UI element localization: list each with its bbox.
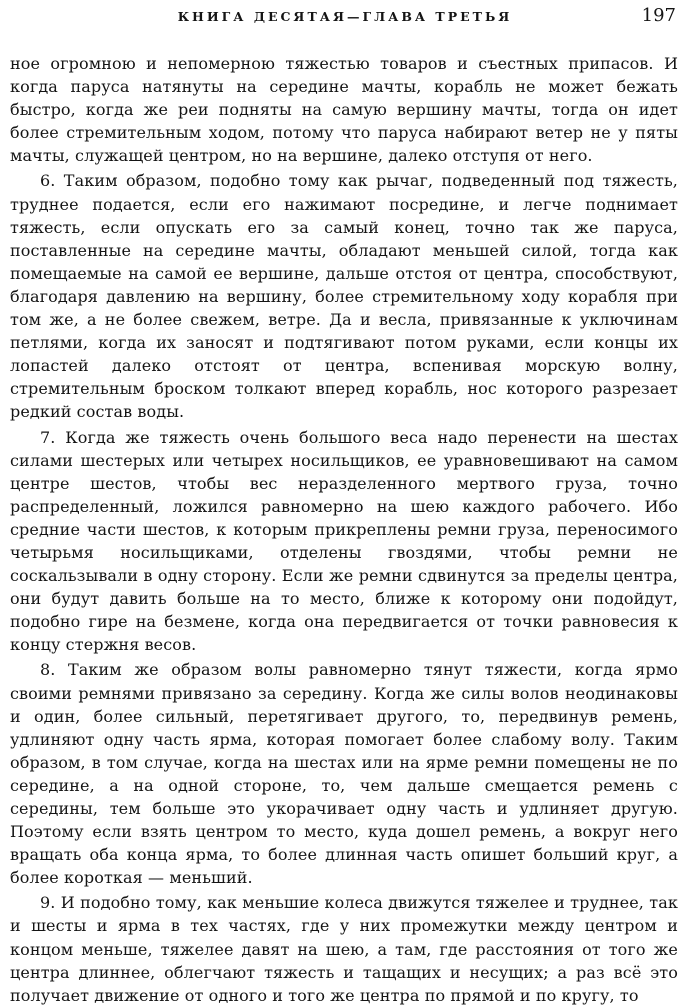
paragraph-6: 6. Таким образом, подобно тому как рычаг, подведенный под тяжесть, труднее подается, если его нажимают посредине, и легче поднимает тяжесть, если опускать его за самый конец, точно так же паруса, поставленные на середине мачты, обладают меньшей силой, тогда как помещаемые на самой ее вершине, дальше отстоя от центра, способствуют, благодаря давлению на вершину, более стремительному ходу корабля при том же, а не более свежем, ветре. Да и весла, привязанные к уключинам петлями, когда их заносят и подтягивают потом руками, если концы их лопастей далеко отстоят от центра, вспенивая морскую волну, стремительным броском толкают вперед корабль, нос которого разрезает редкий состав воды.	[10, 171, 678, 422]
page-number: 197	[641, 5, 676, 26]
paragraph-9: 9. И подобно тому, как меньшие колеса движутся тяжелее и труднее, так и шесты и ярма в тех частях, где у них промежутки между центром и концом меньше, тяжелее давят на шею, а там, где расстояния от того же центра длиннее, облегчают тяжесть и тащащих и несущих; а раз всё это получает движение от одного и того же центра по прямой и по кругу, то	[10, 893, 678, 1005]
running-title: КНИГА ДЕСЯТАЯ—ГЛАВА ТРЕТЬЯ	[177, 9, 513, 24]
paragraph-7: 7. Когда же тяжесть очень большого веса надо перенести на шестах силами шестерых или четырех носильщиков, ее уравновешивают на самом центре шестов, чтобы вес неразделенного мертвого груза, точно распределенный, ложился равномерно на шею каждого рабочего. Ибо средние части шестов, к которым прикреплены ремни груза, переносимого четырьмя носильщиками, отделены гвоздями, чтобы ремни не соскальзывали в одну сторону. Если же ремни сдвинутся за пределы центра, они будут давить больше на то место, ближе к которому они подойдут, подобно гире на безмене, когда она передвигается от точки равновесия к концу стержня весов.	[10, 427, 678, 655]
paragraph-continuation: ное огромною и непомерною тяжестью товаров и съестных припасов. И когда паруса натянуты на середине мачты, корабль не может бежать быстро, когда же реи подняты на самую вершину мачты, тогда он идет более стремительным ходом, потому что паруса набирают ветер не у пяты мачты, служащей центром, но на вершине, далеко отступя от него.	[10, 54, 678, 166]
page-header	[0, 5, 690, 27]
paragraph-8: 8. Таким же образом волы равномерно тянут тяжести, когда ярмо своими ремнями привязано за середину. Когда же силы волов неодинаковы и один, более сильный, перетягивает другого, то, передвинув ремень, удлиняют одну часть ярма, которая помогает более слабому волу. Таким образом, в том случае, когда на шестах или на ярме ремни помещены не по середине, а на одной стороне, то, чем дальше смещается ремень с середины, тем больше это укорачивает одну часть и удлиняет другую. Поэтому если взять центром то место, куда дошел ремень, а вокруг него вращать оба конца ярма, то более длинная часть опишет больший круг, а более короткая — меньший.	[10, 660, 678, 888]
body-text	[10, 52, 678, 1007]
